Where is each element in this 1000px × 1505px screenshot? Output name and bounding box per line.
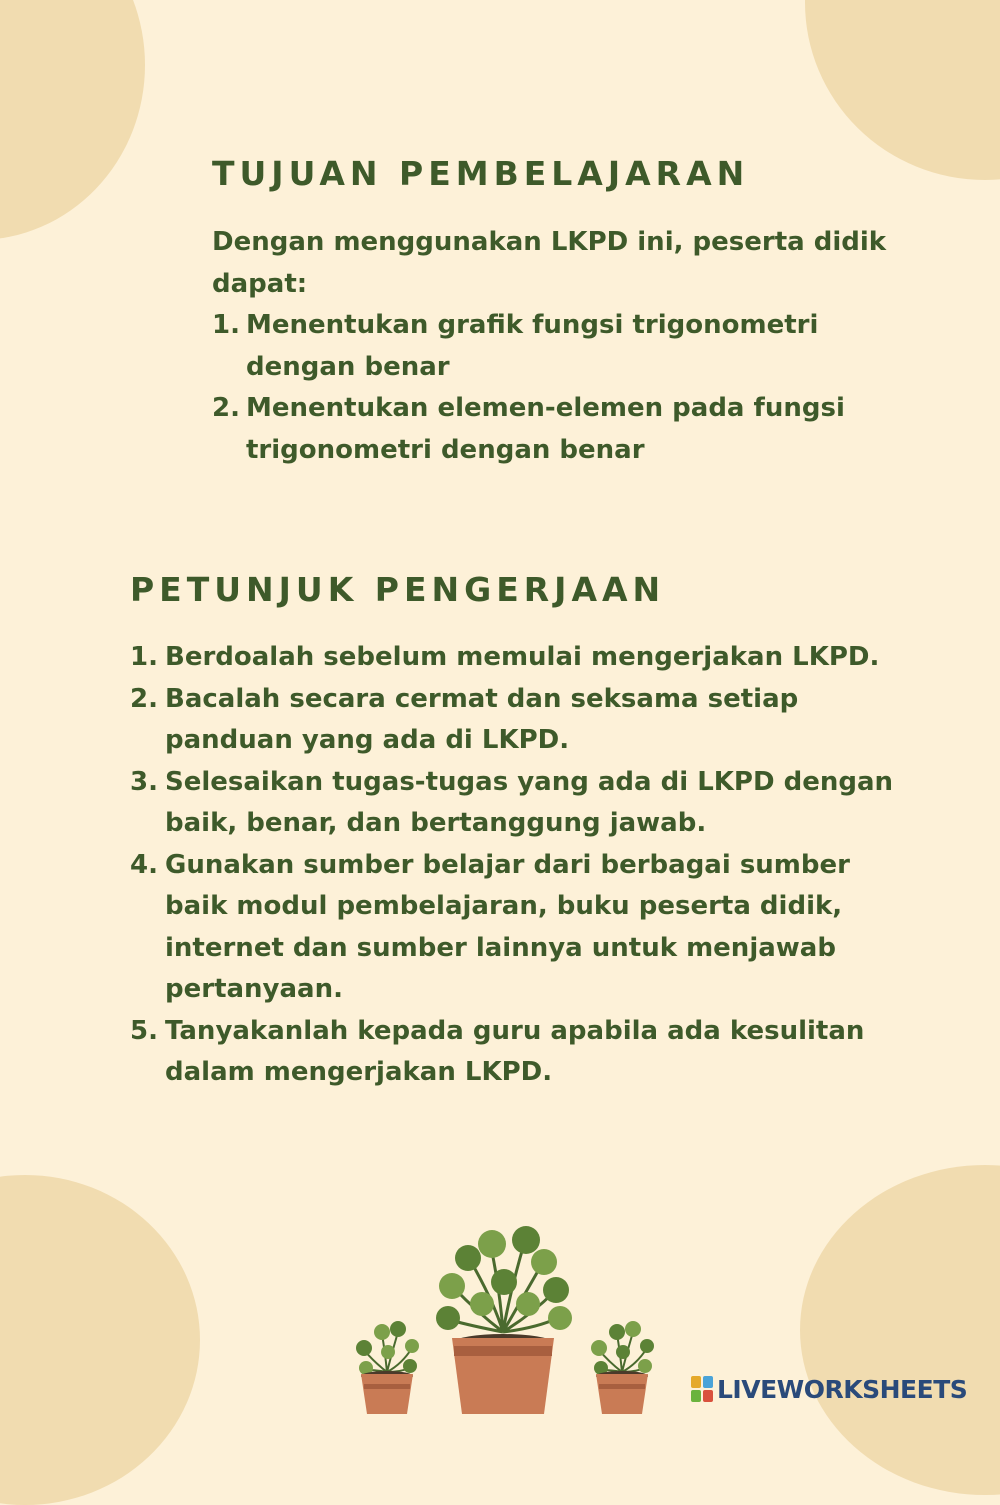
list-item-text: Menentukan grafik fungsi trigonometri dengan benar	[246, 310, 819, 382]
list-item-text: Tanyakanlah kepada guru apabila ada kesulitan dalam mengerjakan LKPD.	[165, 1015, 865, 1087]
potted-plant-icon	[587, 1312, 657, 1414]
potted-plant-icon	[352, 1312, 422, 1414]
petunjuk-list	[130, 637, 920, 1094]
list-item-text: Berdoalah sebelum memulai mengerjakan LKPD.	[165, 642, 880, 672]
list-item	[130, 679, 920, 762]
liveworksheets-logo-icon	[691, 1376, 713, 1402]
background-blob-bottom-left	[0, 1175, 200, 1505]
background-blob-top-right	[805, 0, 1000, 180]
tujuan-list	[212, 305, 912, 471]
potted-plant-icon	[432, 1222, 574, 1414]
list-item-text: Selesaikan tugas-tugas yang ada di LKPD dengan baik, benar, dan bertanggung jawab.	[165, 766, 894, 838]
list-item	[212, 305, 912, 388]
liveworksheets-watermark	[691, 1372, 967, 1406]
list-item-number: 1.	[130, 642, 158, 672]
list-item-number: 2.	[212, 393, 240, 423]
list-item	[130, 1011, 920, 1094]
list-item-text: Gunakan sumber belajar dari berbagai sumber baik modul pembelajaran, buku peserta didik, internet dan sumber lainnya untuk menjawab pertanyaan.	[165, 849, 850, 1004]
list-item	[212, 388, 912, 471]
list-item-number: 4.	[130, 849, 158, 880]
list-item-text: Menentukan elemen-elemen pada fungsi trigonometri dengan benar	[246, 393, 845, 465]
list-item-number: 2.	[130, 683, 158, 714]
list-item	[130, 637, 920, 679]
list-item	[130, 845, 920, 1011]
brand-name: LIVEWORKSHEETS	[717, 1374, 968, 1404]
petunjuk-heading: PETUNJUK PENGERJAAN	[130, 570, 666, 609]
list-item-number: 1.	[212, 310, 240, 340]
tujuan-heading: TUJUAN PEMBELAJARAN	[212, 154, 750, 193]
list-item-text: Bacalah secara cermat dan seksama setiap panduan yang ada di LKPD.	[165, 683, 799, 755]
list-item	[130, 762, 920, 845]
list-item-number: 3.	[130, 766, 158, 797]
list-item-number: 5.	[130, 1015, 158, 1046]
tujuan-intro: Dengan menggunakan LKPD ini, peserta didik dapat:	[212, 227, 887, 299]
background-blob-top-left	[0, 0, 145, 240]
background-blob-bottom-right	[800, 1165, 1000, 1495]
